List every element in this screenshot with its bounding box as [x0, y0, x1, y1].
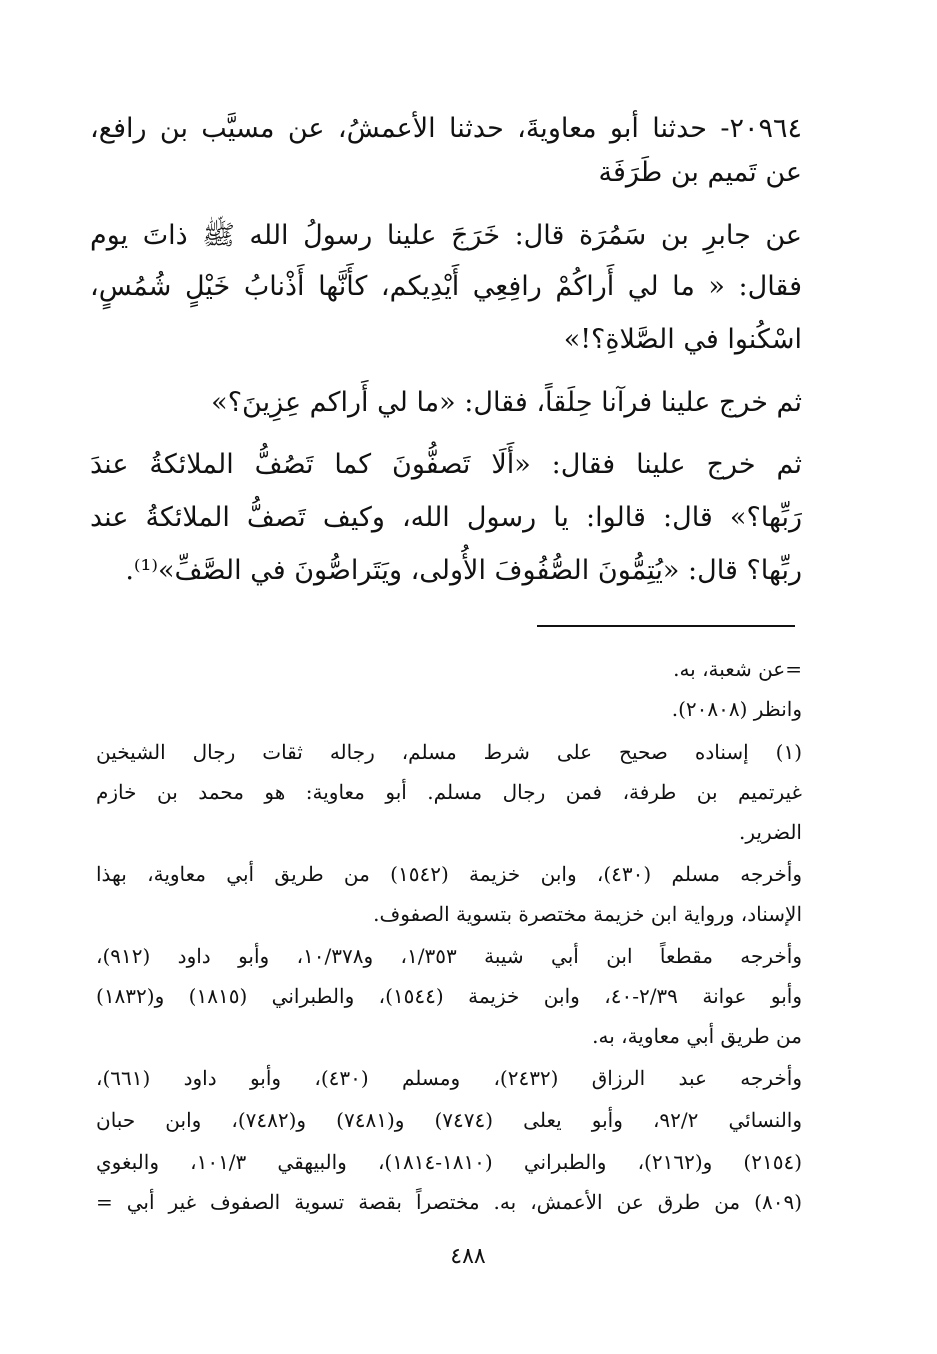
hadith-line: ثم خرج علينا فرآنا حِلَقاً، فقال: «ما لي أَراكم عِزِينَ؟» [211, 387, 802, 418]
footnote-line: وأبو عوانة ٢/٣٩-٤٠، وابن خزيمة (١٥٤٤)، والطبراني (١٨١٥) و(١٨٣٢) [96, 984, 802, 1008]
footnote-line: (٨٠٩) من طرق عن الأعمش، به. مختصراً بقصة تسوية الصفوف غير أبي = [96, 1190, 802, 1214]
footnote-line: وأخرجه مقطعاً ابن أبي شيبة ١/٣٥٣، و١٠/٣٧٨، وأبو داود (٩١٢)، [96, 944, 802, 968]
hadith-line: ثم خرج علينا فقال: «أَلَا تَصفُّونَ كما تَصُفُّ الملائكةُ عندَ [90, 449, 802, 480]
hadith-line: عن تَميم بن طَرَفَة [598, 157, 802, 188]
hadith-line: فقال: « ما لي أَراكُمْ رافِعِي أَيْدِيكم، كأَنَّها أَذْنابُ خَيْلٍ شُمُسٍ، [90, 271, 802, 302]
footnote-line: (١) إسناده صحيح على شرط مسلم، رجاله ثقات رجال الشيخين [96, 740, 802, 764]
footnote-line: وأخرجه عبد الرزاق (٢٤٣٢)، ومسلم (٤٣٠)، وأبو داود (٦٦١)، [96, 1066, 802, 1090]
footnote-line: غيرتميم بن طرفة، فمن رجال مسلم. أبو معاوية: هو محمد بن خازم [96, 780, 803, 804]
hadith-line: رَبِّها؟» قال: قالوا: يا رسول الله، وكيف تَصفُّ الملائكةُ عند [90, 502, 802, 533]
hadith-line: اسْكُنوا في الصَّلاةِ؟!» [563, 324, 802, 355]
page-number: ٤٨٨ [450, 1244, 486, 1269]
footnote-line: وأخرجه مسلم (٤٣٠)، وابن خزيمة (١٥٤٢) من طريق أبي معاوية، بهذا [96, 862, 803, 886]
footnote-line: الإسناد، ورواية ابن خزيمة مختصرة بتسوية الصفوف. [373, 902, 802, 926]
footnote-line: والنسائي ٩٢/٢، وأبو يعلى (٧٤٧٤) و(٧٤٨١) و(٧٤٨٢)، وابن حبان [96, 1108, 802, 1132]
hadith-line: ٢٠٩٦٤- حدثنا أبو معاويةَ، حدثنا الأعمشُ، عن مسيَّب بن رافع، [90, 113, 802, 144]
footnote-separator [537, 625, 795, 627]
footnote-line: =عن شعبة، به. [673, 657, 802, 681]
hadith-line: ربِّها؟ قال: «يُتِمُّونَ الصُّفُوفَ الأُولى، ويَتَراصُّونَ في الصَّفِّ»⁽¹⁾. [125, 555, 802, 586]
footnote-line: (٢١٥٤) و(٢١٦٢)، والطبراني (١٨١٠-١٨١٤)، والبيهقي ١٠١/٣، والبغوي [96, 1150, 802, 1174]
footnote-line: من طريق أبي معاوية، به. [592, 1024, 802, 1048]
footnote-line: الضرير. [739, 820, 802, 844]
hadith-line: عن جابرِ بن سَمُرَة قال: خَرَجَ علينا رسولُ الله ﷺ ذاتَ يوم [90, 220, 802, 251]
footnote-line: وانظر (٢٠٨٠٨). [671, 697, 802, 721]
